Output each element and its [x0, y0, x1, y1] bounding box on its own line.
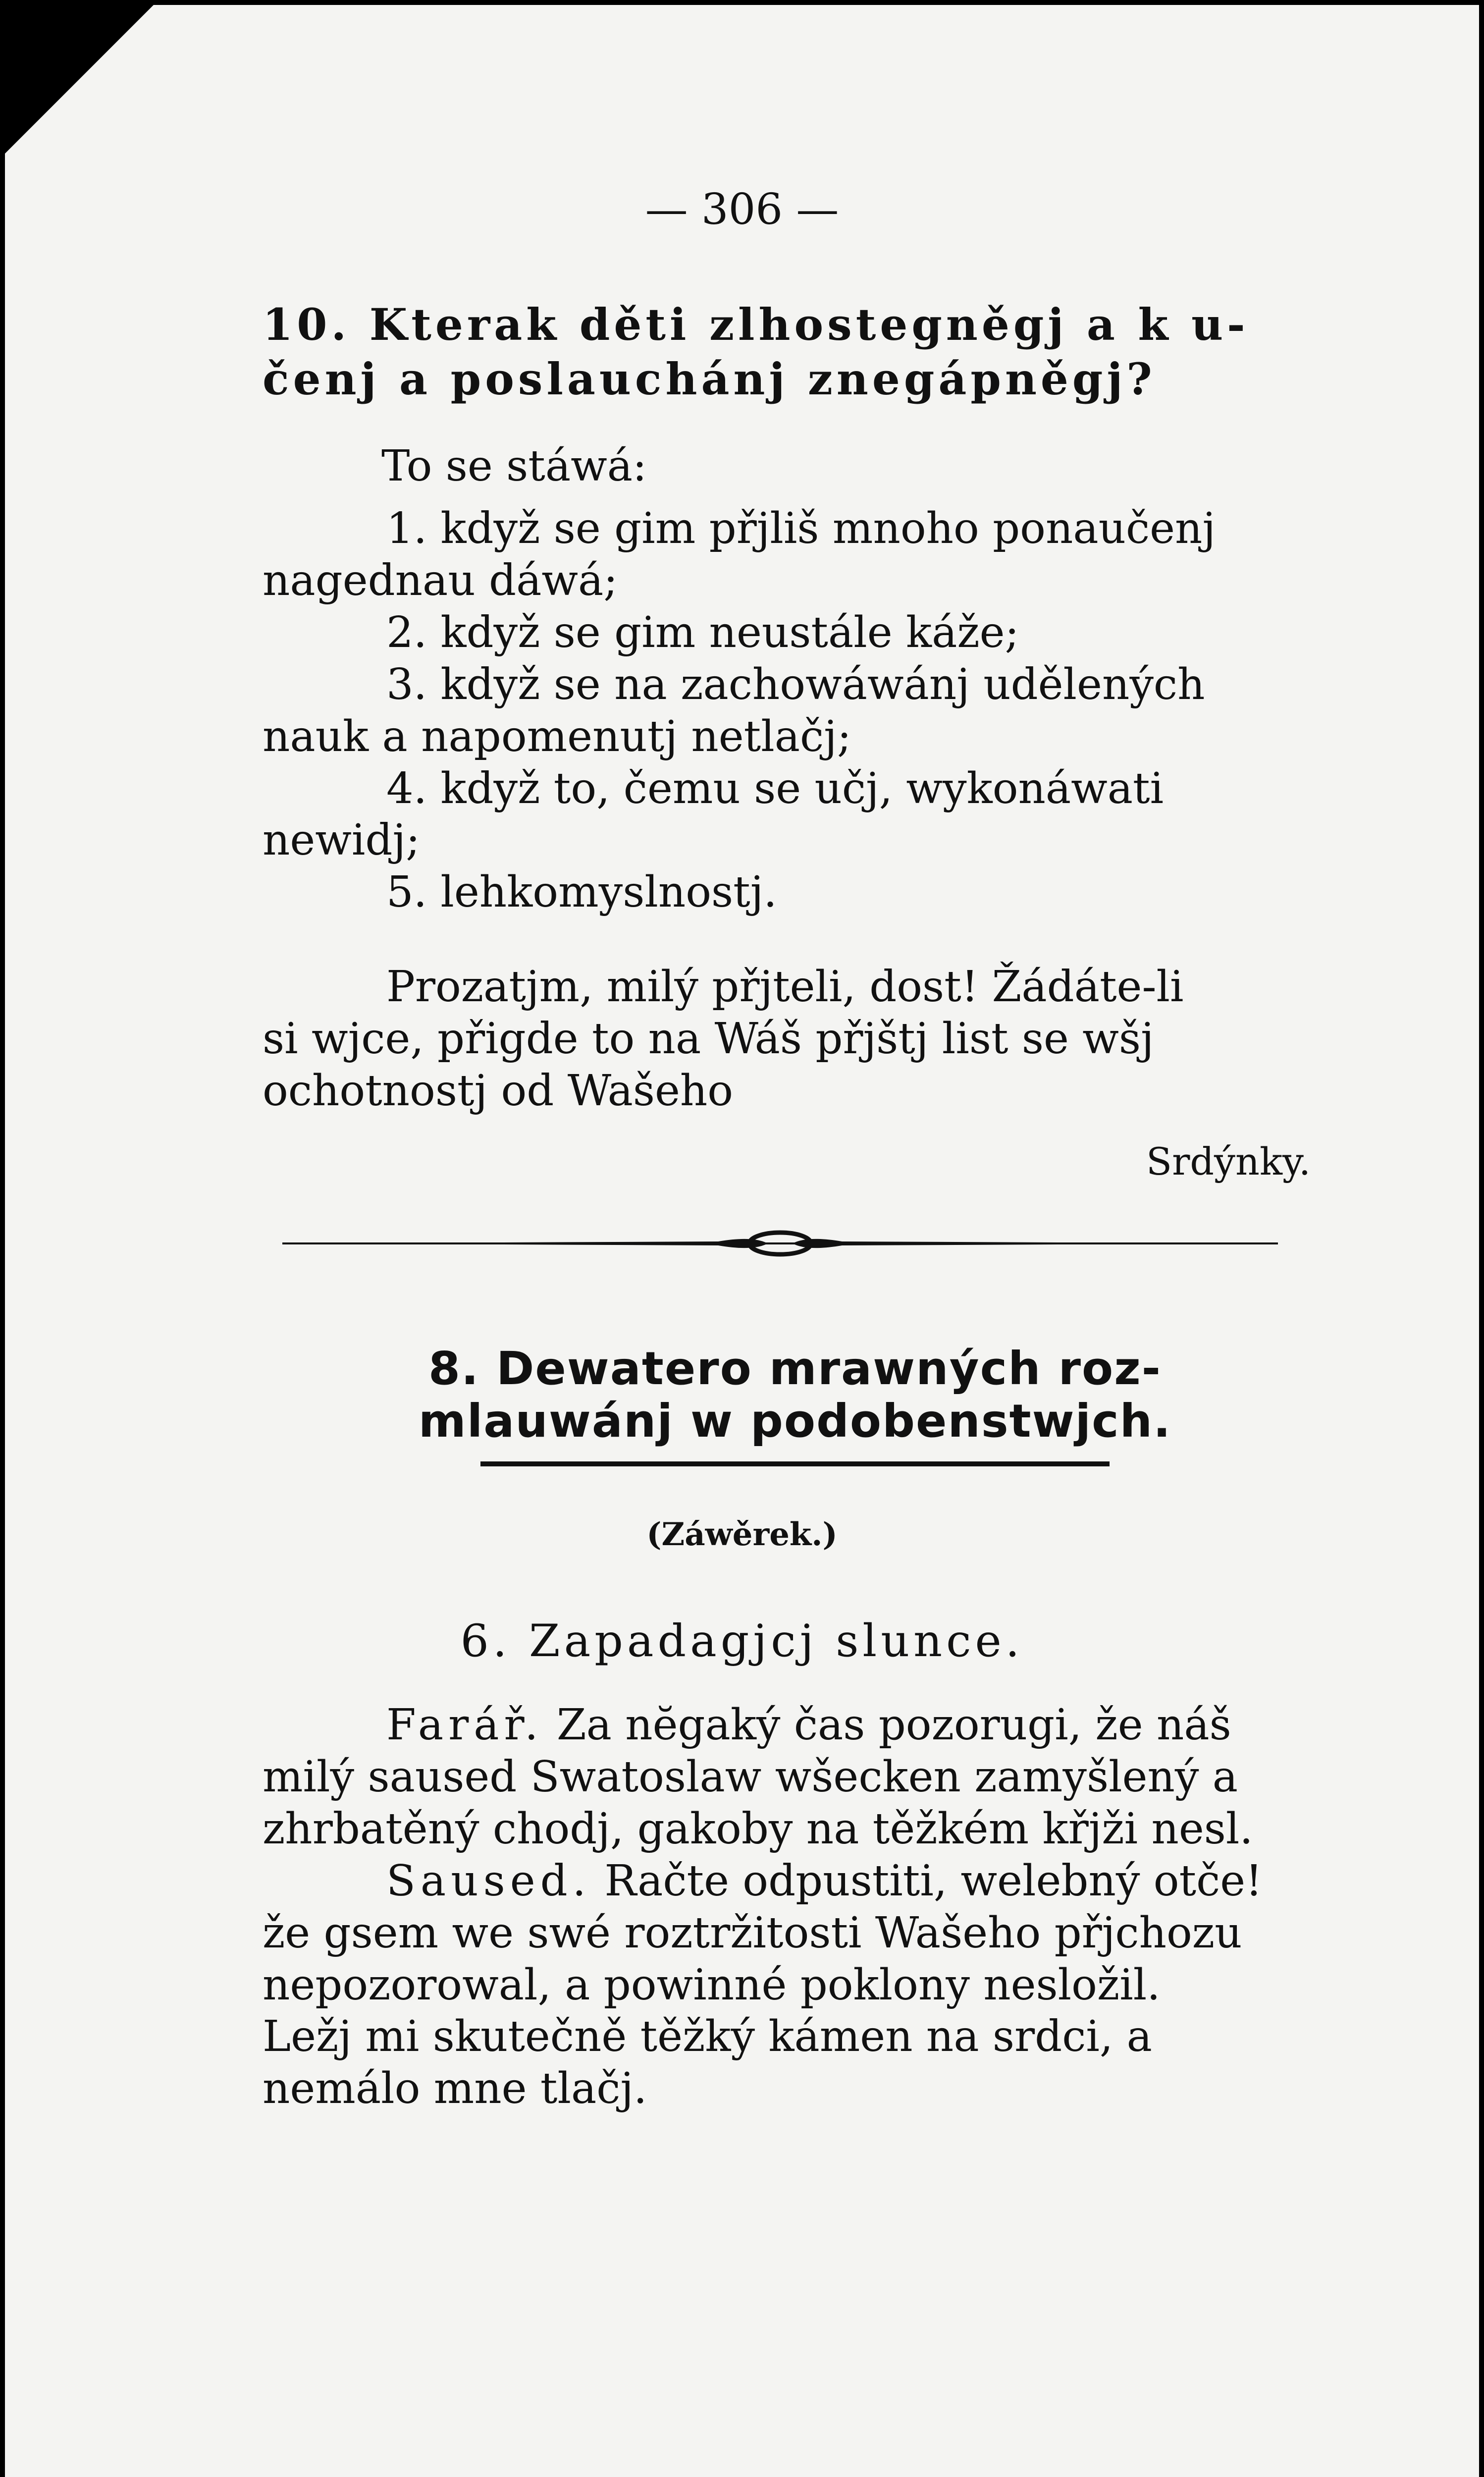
speaker-farar: Farář. — [386, 1700, 543, 1750]
answer-intro: To se stáwá: — [381, 441, 647, 491]
list-item-4-line-1: 4. když to, čemu se učj, wykonáwati — [386, 763, 1164, 813]
list-item-2-line-1: 2. když se gim neustále káže; — [386, 607, 1019, 657]
speaker-saused: Saused. — [386, 1856, 591, 1906]
list-item-5-line-1: 5. lehkomyslnostj. — [386, 867, 777, 917]
list-item-1-line-2: nagednau dáwá; — [263, 555, 618, 605]
section-heading — [282, 1343, 1308, 1448]
dialogue-para-2-line-4: Ležj mi skutečně těžký kámen na srdci, a — [263, 2012, 1152, 2062]
dialogue-para-2-line-1 — [263, 1855, 1263, 1907]
ornamental-divider — [282, 1229, 1278, 1258]
list-item-4-line-2: newidj; — [263, 815, 421, 865]
closing-line-2: si wjce, přigde to na Wáš přjštj list se wšj — [263, 1014, 1154, 1064]
dialogue — [263, 1699, 1263, 2115]
dialogue-para-2-line-3: nepozorowal, a powinné poklony nesložil. — [263, 1960, 1161, 2010]
closing-paragraph — [263, 961, 1184, 1117]
dialogue-para-1-line-1 — [263, 1699, 1263, 1751]
dialogue-para-2-text-1: Račte odpustiti, welebný otče! — [604, 1856, 1263, 1906]
question-line-1: 10. Kterak děti zlhostegněgj a k u- — [263, 299, 1249, 350]
dialogue-para-1-line-3: zhrbatěný chodj, gakoby na těžkém křjži nesl. — [263, 1804, 1253, 1854]
book-page — [5, 5, 1479, 2477]
subheading: 6. Zapadagjcj slunce. — [460, 1615, 1024, 1667]
answer-list — [263, 503, 1216, 918]
list-item-1-line-1: 1. když se gim přjliš mnoho ponaučenj — [386, 504, 1216, 553]
section-heading-line-2: mlauwánj w podobenstwjch. — [418, 1394, 1172, 1448]
heading-rule — [480, 1461, 1110, 1466]
question-line-2: čenj a poslauchánj znegápněgj? — [263, 353, 1156, 405]
dialogue-para-1-text-1: Za nĕgaký čas pozorugi, že náš — [556, 1700, 1231, 1750]
dialogue-para-2-line-5: nemálo mne tlačj. — [263, 2064, 647, 2114]
folded-corner — [5, 5, 154, 154]
section-heading-line-1: 8. Dewatero mrawných roz- — [428, 1342, 1162, 1395]
dialogue-para-2-line-2: že gsem we swé roztržitosti Wašeho přjchozu — [263, 1908, 1242, 1958]
signature: Srdýnky. — [1146, 1139, 1311, 1184]
list-item-3-line-2: nauk a napomenutj netlačj; — [263, 711, 851, 761]
question-heading — [263, 297, 1249, 406]
list-item-3-line-1: 3. když se na zachowáwánj udělených — [386, 659, 1205, 709]
page-number: — 306 — — [645, 185, 839, 234]
closing-line-1: Prozatjm, milý přjteli, dost! Žádáte-li — [386, 962, 1184, 1012]
conclusion-label: (Záwěrek.) — [646, 1516, 838, 1553]
dialogue-para-1-line-2: milý saused Swatoslaw wšecken zamyšlený a — [263, 1752, 1238, 1802]
closing-line-3: ochotnostj od Wašeho — [263, 1066, 734, 1116]
